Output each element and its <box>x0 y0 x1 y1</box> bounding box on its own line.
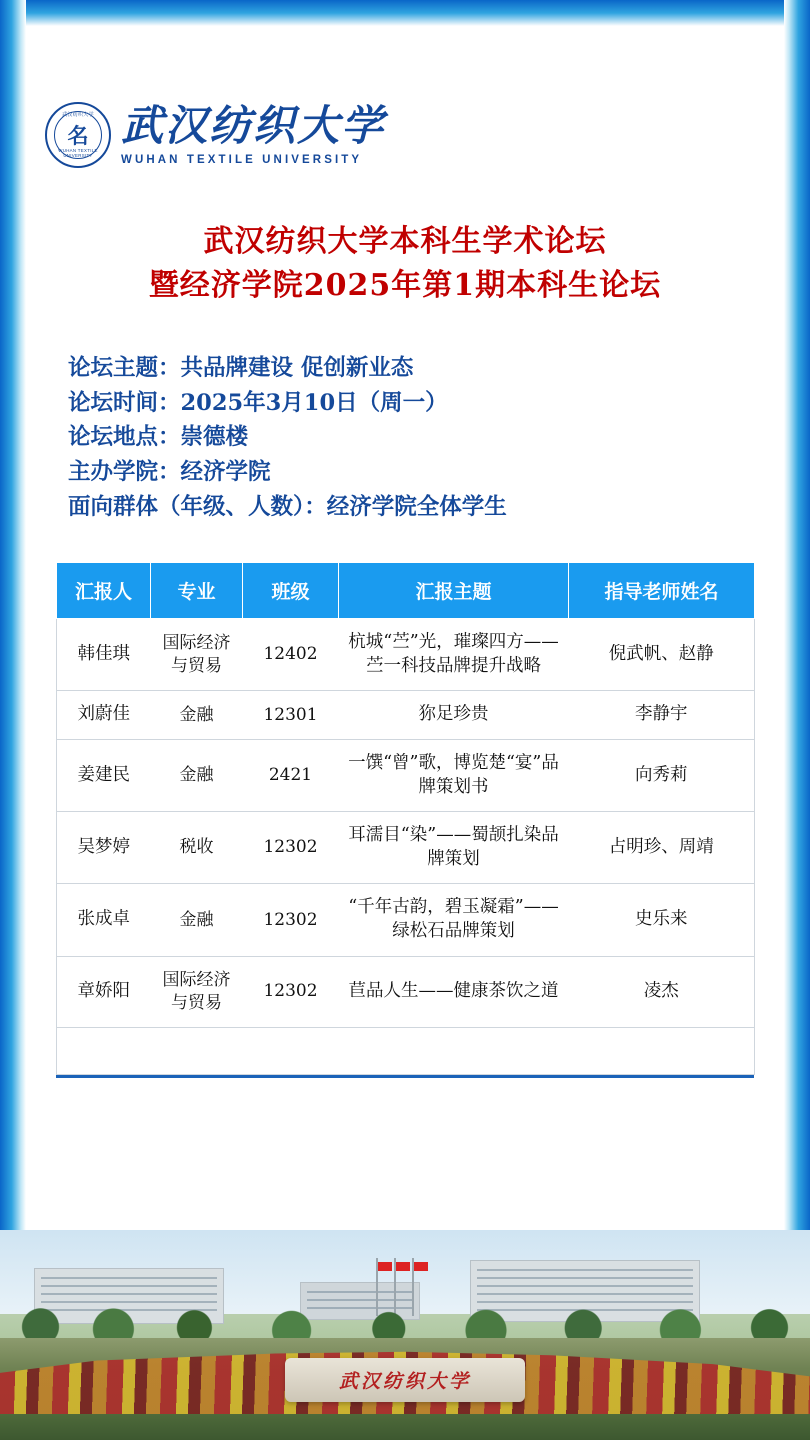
cell-empty <box>569 1027 755 1074</box>
logo-name-en: WUHAN TEXTILE UNIVERSITY <box>121 153 363 166</box>
logo-text-block <box>121 101 386 166</box>
info-row-organizer <box>68 456 768 489</box>
table-row <box>57 956 755 1027</box>
table-row <box>57 812 755 884</box>
schedule-table <box>56 562 755 1075</box>
info-value-audience: 经济学院全体学生 <box>326 493 507 520</box>
cell-major: 国际经济与贸易 <box>151 619 243 691</box>
cell-presenter: 刘蔚佳 <box>57 691 151 740</box>
forum-info-list <box>68 352 768 525</box>
cell-topic: 苣品人生——健康茶饮之道 <box>339 956 569 1027</box>
campus-photo <box>0 1230 810 1440</box>
photo-tree-line <box>0 1296 810 1340</box>
photo-foreground-lawn <box>0 1414 810 1440</box>
cell-class: 12302 <box>243 956 339 1027</box>
column-header-topic: 汇报主题 <box>339 563 569 619</box>
cell-presenter: 韩佳琪 <box>57 619 151 691</box>
cell-major: 金融 <box>151 691 243 740</box>
presentation-schedule <box>56 562 754 1078</box>
cell-topic: “千年古韵，碧玉凝霜”——绿松石品牌策划 <box>339 884 569 956</box>
info-value-location: 崇德楼 <box>180 424 249 451</box>
table-row <box>57 619 755 691</box>
info-label-location: 论坛地点： <box>68 424 181 451</box>
info-row-time <box>68 387 768 420</box>
title-line-2: 暨经济学院2025年第1期本科生论坛 <box>148 267 662 303</box>
seal-arc-top-text: 武汉纺织大学 <box>62 112 94 118</box>
cell-class: 12301 <box>243 691 339 740</box>
info-row-audience <box>68 491 768 524</box>
flag-icon <box>378 1262 392 1271</box>
cell-topic: 耳濡目“染”——蜀颉扎染品牌策划 <box>339 812 569 884</box>
info-value-theme: 共品牌建设 促创新业态 <box>180 355 414 381</box>
title-line-1: 武汉纺织大学本科生学术论坛 <box>203 224 607 259</box>
cell-class: 12302 <box>243 812 339 884</box>
column-header-class: 班级 <box>243 563 339 619</box>
cell-empty <box>57 1027 151 1074</box>
column-header-presenter: 汇报人 <box>57 563 151 619</box>
cell-topic: 杭城“苎”光，璀璨四方——苎一科技品牌提升战略 <box>339 619 569 691</box>
cell-advisor: 占明珍、周靖 <box>569 812 755 884</box>
cell-advisor: 李静宇 <box>569 691 755 740</box>
info-value-organizer: 经济学院 <box>180 458 271 485</box>
cell-class: 2421 <box>243 739 339 811</box>
cell-topic: 狝足珍贵 <box>339 691 569 740</box>
cell-empty <box>243 1027 339 1074</box>
flag-icon <box>414 1262 428 1271</box>
seal-arc-bottom-text: WUHAN TEXTILE UNIVERSITY <box>58 148 98 158</box>
cell-major: 金融 <box>151 884 243 956</box>
cell-major: 国际经济与贸易 <box>151 956 243 1027</box>
info-row-theme <box>68 352 768 385</box>
info-label-theme: 论坛主题： <box>68 355 181 381</box>
info-row-location <box>68 421 768 454</box>
university-logo <box>45 102 385 168</box>
seal-glyph: 名 <box>67 123 89 148</box>
cell-class: 12402 <box>243 619 339 691</box>
photo-monument-stone <box>285 1358 525 1402</box>
info-value-time: 2025年3月10日（周一） <box>180 389 448 416</box>
cell-topic: 一馔“曾”歌，博览楚“宴”品牌策划书 <box>339 739 569 811</box>
cell-major: 税收 <box>151 812 243 884</box>
edge-gradient-left <box>0 0 26 1440</box>
cell-major: 金融 <box>151 739 243 811</box>
cell-empty <box>151 1027 243 1074</box>
edge-gradient-right <box>784 0 810 1440</box>
cell-presenter: 吴梦婷 <box>57 812 151 884</box>
table-bottom-rule <box>56 1075 754 1078</box>
cell-presenter: 张成卓 <box>57 884 151 956</box>
table-row <box>57 691 755 740</box>
flag-icon <box>396 1262 410 1271</box>
info-label-organizer: 主办学院： <box>68 458 181 485</box>
table-header-row <box>57 563 755 619</box>
edge-gradient-top <box>0 0 810 26</box>
page-title <box>0 220 810 308</box>
info-label-audience: 面向群体（年级、人数）： <box>68 493 327 520</box>
cell-class: 12302 <box>243 884 339 956</box>
logo-name-cn: 武汉纺织大学 <box>121 101 386 151</box>
column-header-advisor: 指导老师姓名 <box>569 563 755 619</box>
cell-presenter: 姜建民 <box>57 739 151 811</box>
column-header-major: 专业 <box>151 563 243 619</box>
cell-advisor: 凌杰 <box>569 956 755 1027</box>
cell-advisor: 倪武帆、赵静 <box>569 619 755 691</box>
cell-advisor: 史乐来 <box>569 884 755 956</box>
table-row <box>57 884 755 956</box>
university-seal-icon <box>45 102 111 168</box>
monument-inscription: 武汉纺织大学 <box>338 1370 471 1393</box>
cell-advisor: 向秀莉 <box>569 739 755 811</box>
table-row <box>57 739 755 811</box>
cell-empty <box>339 1027 569 1074</box>
cell-presenter: 章娇阳 <box>57 956 151 1027</box>
info-label-time: 论坛时间： <box>68 389 181 416</box>
table-row-empty <box>57 1027 755 1074</box>
